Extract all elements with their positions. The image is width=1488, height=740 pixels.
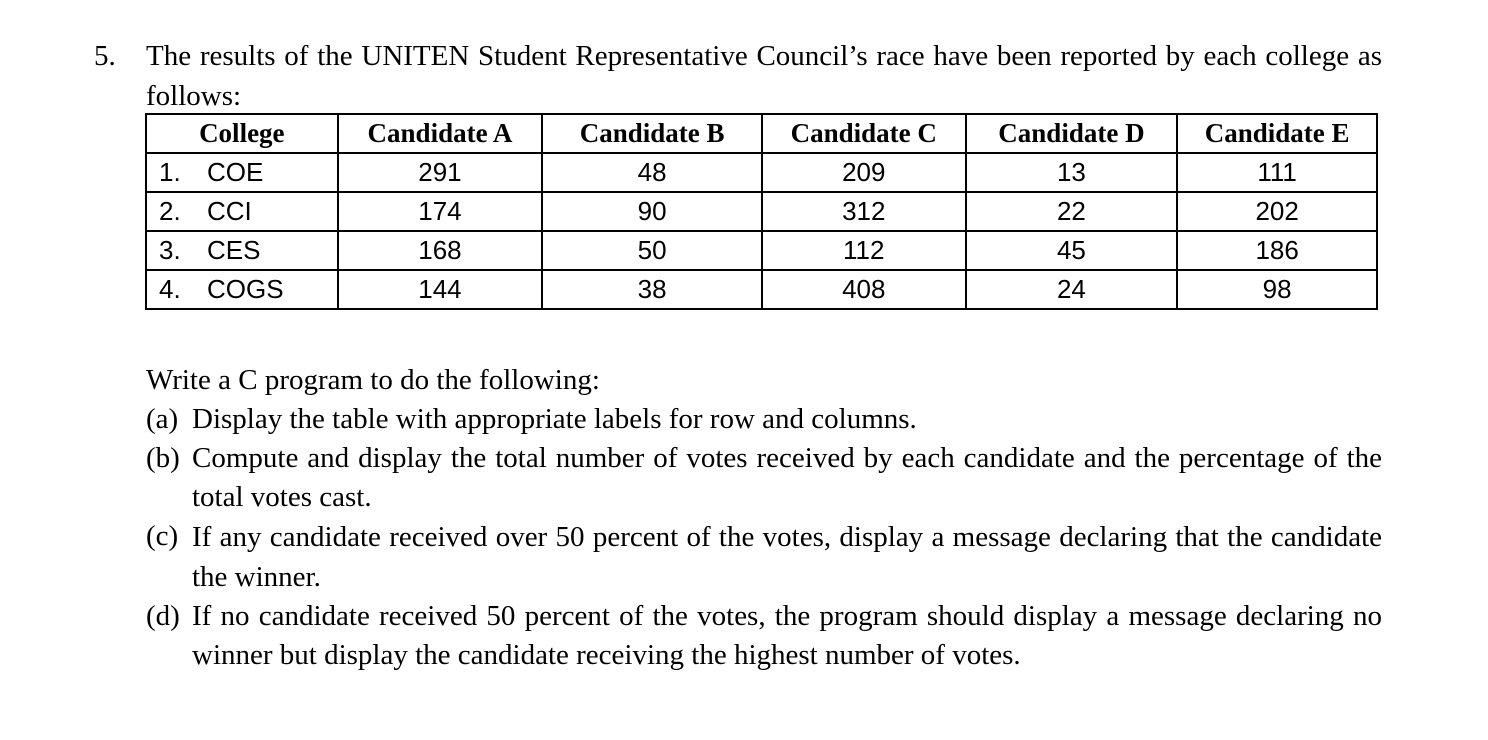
tasks-intro: Write a C program to do the following: xyxy=(146,364,600,396)
vote-cell: 312 xyxy=(762,192,966,231)
college-name: CES xyxy=(207,235,261,265)
college-cell xyxy=(146,153,338,192)
vote-cell: 174 xyxy=(338,192,543,231)
college-name: CCI xyxy=(207,196,252,226)
college-name: COE xyxy=(207,157,264,187)
college-index: 1. xyxy=(159,157,181,187)
header-candidate-e: Candidate E xyxy=(1177,114,1377,153)
vote-cell: 291 xyxy=(338,153,543,192)
college-index: 4. xyxy=(159,274,181,304)
header-candidate-b: Candidate B xyxy=(542,114,762,153)
header-candidate-c: Candidate C xyxy=(762,114,966,153)
vote-cell: 112 xyxy=(762,231,966,270)
header-candidate-a: Candidate A xyxy=(338,114,543,153)
task-text: If no candidate received 50 percent of the votes, the program should display a message declaring no winner but display the candidate receiving the highest number of votes. xyxy=(192,600,1382,671)
vote-cell: 22 xyxy=(966,192,1178,231)
college-cell xyxy=(146,231,338,270)
vote-cell: 90 xyxy=(542,192,762,231)
table-row xyxy=(146,192,1377,231)
vote-cell: 144 xyxy=(338,270,543,309)
vote-cell: 45 xyxy=(966,231,1178,270)
task-list xyxy=(146,360,1382,675)
vote-cell: 209 xyxy=(762,153,966,192)
task-item-c xyxy=(146,517,1382,597)
question-number: 5. xyxy=(94,40,116,72)
header-college: College xyxy=(146,114,338,153)
task-item-a xyxy=(146,400,1382,439)
vote-cell: 13 xyxy=(966,153,1178,192)
task-label: (c) xyxy=(146,520,179,552)
task-item-b xyxy=(146,439,1382,517)
vote-cell: 202 xyxy=(1177,192,1377,231)
vote-cell: 408 xyxy=(762,270,966,309)
vote-cell: 168 xyxy=(338,231,543,270)
college-cell xyxy=(146,270,338,309)
vote-cell: 24 xyxy=(966,270,1178,309)
question-intro: The results of the UNITEN Student Representative Council’s race have been reported by each college as follows: xyxy=(146,40,1382,112)
task-item-d xyxy=(146,597,1382,675)
vote-cell: 48 xyxy=(542,153,762,192)
vote-cell: 186 xyxy=(1177,231,1377,270)
task-label: (d) xyxy=(146,600,180,632)
table-row xyxy=(146,231,1377,270)
task-text: Compute and display the total number of votes received by each candidate and the percentage of the total votes cast. xyxy=(192,442,1382,513)
results-table xyxy=(145,113,1378,310)
college-cell xyxy=(146,192,338,231)
table-row xyxy=(146,270,1377,309)
college-index: 3. xyxy=(159,235,181,265)
table-row xyxy=(146,153,1377,192)
task-label: (b) xyxy=(146,442,180,474)
task-text: Display the table with appropriate labels for row and columns. xyxy=(192,403,917,435)
vote-cell: 38 xyxy=(542,270,762,309)
college-index: 2. xyxy=(159,196,181,226)
vote-cell: 111 xyxy=(1177,153,1377,192)
header-candidate-d: Candidate D xyxy=(966,114,1178,153)
college-name: COGS xyxy=(207,274,284,304)
task-label: (a) xyxy=(146,403,179,435)
vote-cell: 98 xyxy=(1177,270,1377,309)
task-text: If any candidate received over 50 percent of the votes, display a message declaring that the candidate the winner. xyxy=(192,521,1382,593)
table-header-row xyxy=(146,114,1377,153)
vote-cell: 50 xyxy=(542,231,762,270)
